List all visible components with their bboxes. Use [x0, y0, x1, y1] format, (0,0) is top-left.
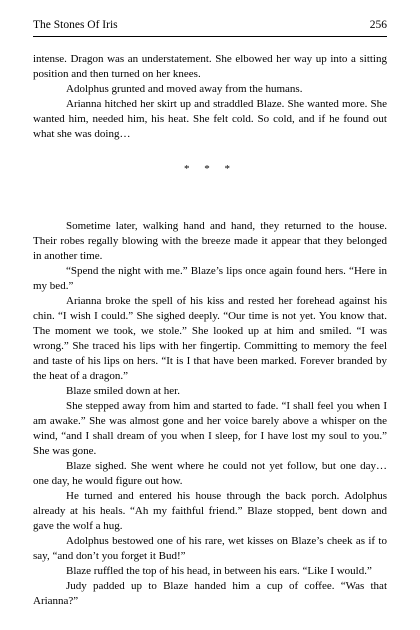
page-number: 256 — [369, 19, 387, 31]
paragraph: Sometime later, walking hand and hand, they returned to the house. Their robes regally blowing with the breeze made it appear that they belonged in another time. — [33, 220, 387, 262]
paragraph: Blaze sighed. She went where he could not yet follow, but one day… one day, he would figure out how. — [33, 460, 387, 487]
paragraph: He turned and entered his house through the back porch. Adolphus already at his heals. “Ah my faithful friend.” Blaze stopped, bent down and gave the wolf a hug. — [33, 490, 387, 532]
paragraph: Adolphus grunted and moved away from the humans. — [66, 83, 303, 95]
header-rule — [33, 36, 387, 37]
scene-break: * * * — [184, 163, 236, 175]
page-header — [33, 18, 387, 33]
paragraph: Arianna hitched her skirt up and straddled Blaze. She wanted more. She wanted him, needed him, his heat. She felt cold. So cold, and if he found out what she was doing… — [33, 98, 387, 140]
body-text — [33, 52, 387, 609]
paragraph: She stepped away from him and started to fade. “I shall feel you when I am awake.” She was almost gone and her voice barely above a whisper on the wind, “and I shall dream of you when I sleep, for I have lost my soul to you.” She was gone. — [33, 400, 387, 457]
paragraph: Judy padded up to Blaze handed him a cup of coffee. “Was that Arianna?” — [33, 580, 387, 607]
paragraph: Arianna broke the spell of his kiss and rested her forehead against his chin. “I wish I could.” She sighed deeply. “Our time is not yet. You know that. The moment we took, we stole.” She looked up at him and smiled. “I was wrong.” She traced his lips with her fingertip. Committing to memory the feel and taste of his lips on hers. “It is I that have been marked. Forever branded by the heat of a dragon.” — [33, 295, 387, 382]
paragraph: Blaze ruffled the top of his head, in between his ears. “Like I would.” — [66, 565, 372, 577]
paragraph: Adolphus bestowed one of his rare, wet kisses on Blaze’s cheek as if to say, “and don’t you forget it Bud!” — [33, 535, 387, 562]
paragraph: Blaze smiled down at her. — [66, 385, 180, 397]
paragraph: “Spend the night with me.” Blaze’s lips once again found hers. “Here in my bed.” — [33, 265, 387, 292]
paragraph: intense. Dragon was an understatement. She elbowed her way up into a sitting position and then turned on her knees. — [33, 53, 387, 80]
book-title: The Stones Of Iris — [33, 19, 118, 31]
